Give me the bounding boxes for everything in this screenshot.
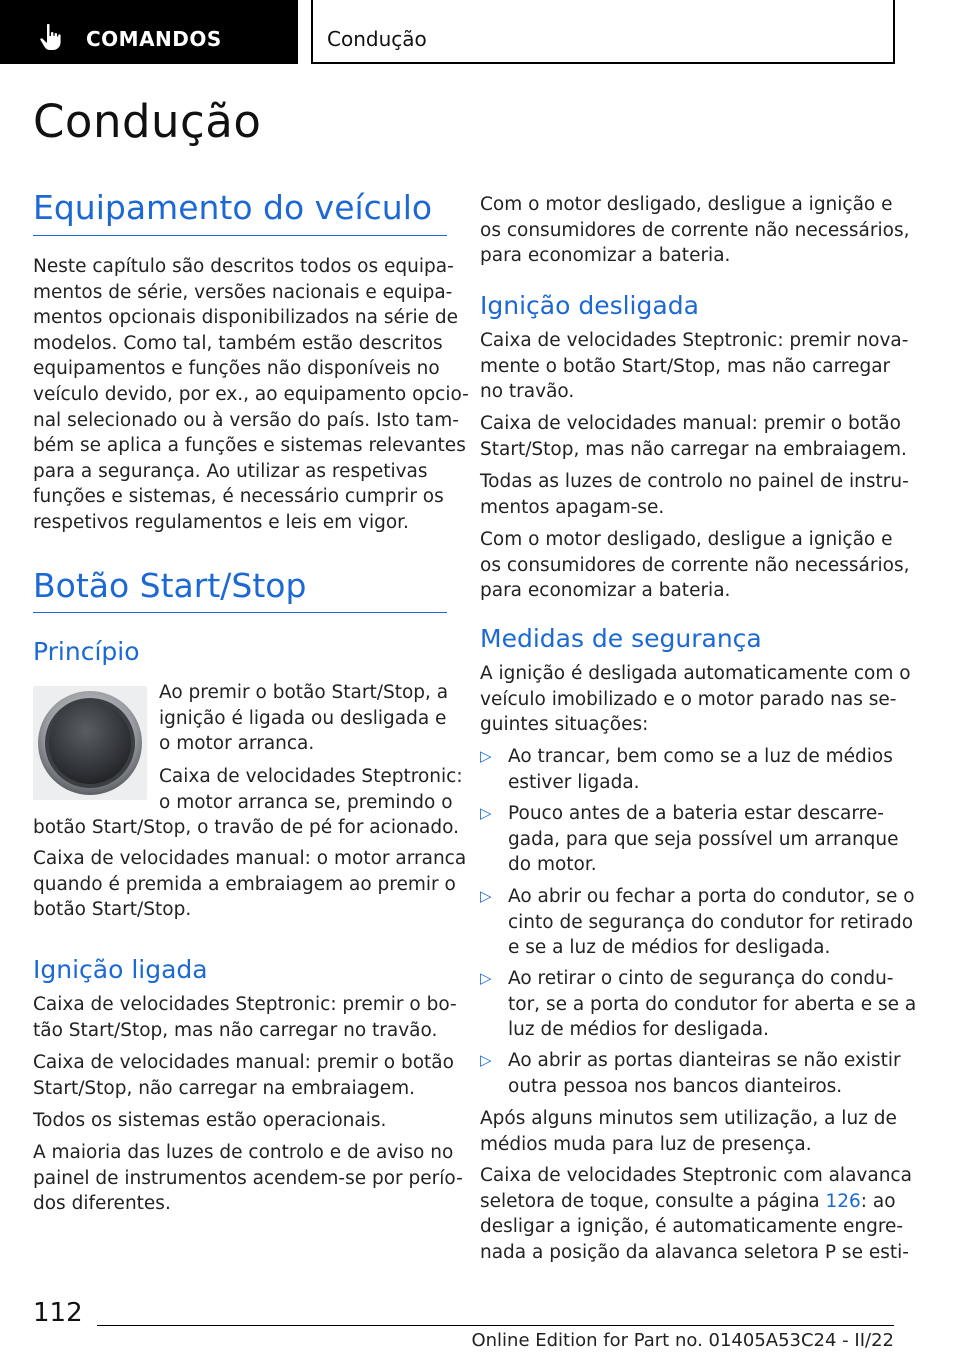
paragraph-desligada-1: Caixa de velocidades Steptronic: premir nova- mente o botão Start/Stop, mas não carregar no travão. [480,330,909,403]
bullet-triangle-icon: ▷ [480,969,492,987]
list-item: ▷ Ao abrir as portas dianteiras se não existir outra pessoa nos bancos dianteiros. [480,1050,901,1097]
paragraph-ligada-3: Todos os sistemas estão operacionais. [33,1110,387,1131]
section-label: Condução [327,27,427,51]
start-stop-button-icon [33,686,147,800]
paragraph-intro: Com o motor desligado, desligue a ignição e os consumidores de corrente não necessários, para economizar a bateria. [480,194,910,267]
paragraph-desligada-4: Com o motor desligado, desligue a ignição e os consumidores de corrente não necessários, para economizar a bateria. [480,529,910,602]
paragraph-principio-1: Ao premir o botão Start/Stop, a ignição é ligada ou desligada e o motor arranca. [159,682,449,755]
paragraph-ligada-1: Caixa de velocidades Steptronic: premir o bo- tão Start/Stop, mas não carregar no travão. [33,994,457,1041]
bullet-triangle-icon: ▷ [480,747,492,765]
list-item: ▷ Pouco antes de a bateria estar descarre- gada, para que seja possível um arranque do motor. [480,803,899,876]
bullet-triangle-icon: ▷ [480,887,492,905]
heading-rule [33,235,447,236]
list-item: ▷ Ao abrir ou fechar a porta do condutor, se o cinto de segurança do condutor for retirado e se a luz de médios for desligada. [480,886,915,959]
chapter-tab [0,0,298,64]
start-stop-button-image [33,686,147,800]
footer-edition: Online Edition for Part no. 01405A53C24 - II/22 [471,1330,894,1351]
paragraph-medidas-2: Após alguns minutos sem utilização, a luz de médios muda para luz de presença. [480,1108,897,1155]
heading-botao-start-stop: Botão Start/Stop [33,566,307,605]
heading-principio: Princípio [33,637,140,666]
bullet-triangle-icon: ▷ [480,1051,492,1069]
paragraph-medidas-3: Caixa de velocidades Steptronic com alavanca seletora de toque, consulte a página 126: ao desligar a ignição, é automaticamente engre- nada a posição da alavanca seletora P se esti- [480,1165,912,1263]
paragraph-desligada-2: Caixa de velocidades manual: premir o botão Start/Stop, mas não carregar na embraiagem. [480,413,907,460]
paragraph-principio-2: Caixa de velocidades Steptronic: o motor arranca se, premindo o [159,766,463,813]
section-header [311,0,895,64]
heading-rule [33,612,447,613]
bullet-triangle-icon: ▷ [480,804,492,822]
chapter-label: COMANDOS [86,27,222,51]
page-number: 112 [33,1298,83,1328]
paragraph-desligada-3: Todas as luzes de controlo no painel de instru- mentos apagam-se. [480,471,909,518]
page-link-126[interactable]: 126 [825,1190,861,1212]
list-item: ▷ Ao retirar o cinto de segurança do condu- tor, se a porta do condutor for aberta e se a luz de médios for desligada. [480,968,917,1041]
hand-pointer-icon [36,22,66,52]
footer-rule [97,1325,894,1326]
heading-ignicao-ligada: Ignição ligada [33,955,208,984]
paragraph-principio-3: Caixa de velocidades manual: o motor arranca quando é premida a embraiagem ao premir o botão Start/Stop. [33,848,467,921]
paragraph-principio-2-cont: botão Start/Stop, o travão de pé for acionado. [33,817,459,838]
heading-ignicao-desligada: Ignição desligada [480,291,699,320]
list-item: ▷ Ao trancar, bem como se a luz de médios estiver ligada. [480,746,893,793]
paragraph-medidas-1: A ignição é desligada automaticamente com o veículo imobilizado e o motor parado nas se- guintes situações: [480,663,911,736]
paragraph-ligada-4: A maioria das luzes de controlo e de aviso no painel de instrumentos acendem-se por perío- dos diferentes. [33,1142,463,1215]
page-title: Condução [33,95,262,148]
heading-medidas-seguranca: Medidas de segurança [480,624,762,653]
paragraph-ligada-2: Caixa de velocidades manual: premir o botão Start/Stop, não carregar na embraiagem. [33,1052,454,1099]
heading-equipamento: Equipamento do veículo [33,188,433,227]
paragraph-equipamento: Neste capítulo são descritos todos os equipa- mentos de série, versões nacionais e equipa- mentos opcionais disponibilizados na série de modelos. Como tal, também estão descritos equipamentos e funções não disponíveis no veículo devido, por ex., ao equipamento opcio- nal selecionado ou à versão do país. Isto tam- bém se aplica a funções e sistemas relevantes para a segurança. Ao utilizar as respetivas funções e sistemas, é necessário cumprir os respetivos regulamentos e leis em vigor. [33,256,469,533]
